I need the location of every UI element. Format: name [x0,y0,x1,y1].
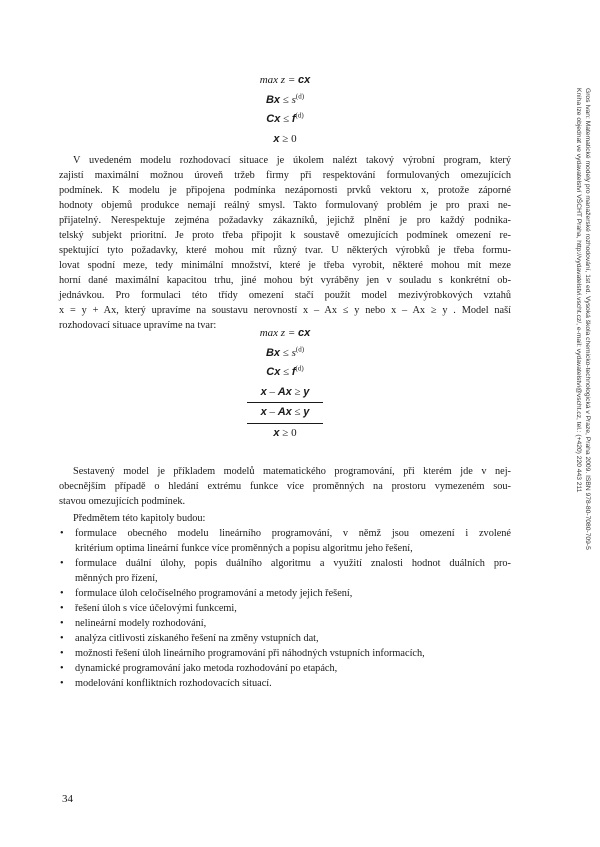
paragraph-line: stavou omezujících podmínek. [59,496,186,507]
paragraph-line: rozhodovací situace upravíme na tvar: [59,320,217,331]
list-item-line: modelování konfliktních rozhodovacích situací. [75,678,272,689]
paragraph-line: V uvedeném modelu rozhodovací situace je úkolem nalézt takový výrobní program, který [73,155,511,166]
formula-constraint-upper: x – Ax ≤ y [260,406,310,418]
list-item [59,616,511,631]
paragraph-model-summary [59,464,511,509]
list-item-line: formulace úloh celočíselného programování a metody jejich řešení, [75,588,353,599]
paragraph-line: lovat spodní meze, tedy minimální množství, které je třeba vyrobit, některé mohou mít meze [59,260,511,271]
paragraph-line: horní dané maximální kapacitou trhu, jiné mohou být vyráběny jen v souladu s konkrétní ob- [59,275,511,286]
order-info-line: Kniha lze objednat ve vydavatelství VŠCHT Praha, http://vydavatelstvi.vscht.cz/, e-mail: vydavatelstvi@vscht.cz, tel.: (+420) 220 443 211 [575,88,582,493]
paragraph-line: zajistí maximální možnou úroveň tržeb firmy při respektování formulovaných omezujících [59,170,511,181]
formula-constraint-b: $Bx \le s^{(d)}$ [265,344,305,359]
list-item-line: řešení úloh s více účelovými funkcemi, [75,603,237,614]
formula-block-1 [180,71,390,149]
list-item-line: nelineární modely rozhodování, [75,618,207,629]
list-item-line: možnosti řešení úloh lineárního programování při náhodných vstupních informacích, [75,648,425,659]
bullet-icon: • [60,528,64,539]
intro-line: Předmětem této kapitoly budou: [73,513,206,524]
chapter-topics-list [59,526,511,691]
bullet-icon: • [60,663,64,674]
paragraph-line: hodnoty objemů produkce nemají reálný smysl. Takto formulovaný problém je pro praxi ne- [59,200,511,211]
paragraph-line: přijatelný. Nerespektuje zejména požadavky zákazníků, jejichž plnění je pro každý podnika- [59,215,511,226]
formula-objective: max z = cx [259,327,311,339]
list-item-line: měnných pro řízení, [75,573,158,584]
list-item-line: kritérium optima lineární funkce více proměnných a popisu algoritmu jeho řešení, [75,543,413,554]
paragraph-line: x = y + Ax, který upravíme na soustavu nerovností x – Ax ≤ y nebo x – Ax ≥ y . Model naší [59,305,511,316]
formula-constraint-lower: x – Ax ≥ y [260,385,310,398]
paragraph-line: telský subjekt prioritní. Je proto třeba připojit k soustavě omezujících podmínek omezení re- [59,230,511,241]
formula-constraint-c: $Cx \le f^{(d)}$ [266,364,304,378]
list-item [59,526,511,556]
list-item [59,661,511,676]
paragraph-line: Sestavený model je příkladem modelů matematického programování, při kterém jde v nej- [73,466,511,477]
paragraph-line: jednávkou. Pro formulaci této třídy omezení stačí použít model mezivýrobkových vztahů [59,290,511,301]
bullet-icon: • [60,558,64,569]
paragraph-line: obecnějším případě o hledání extrému funkce více proměnných na prostoru vymezeném sou- [59,481,511,492]
list-item-line: formulace obecného modelu lineárního programování, v němž jsou omezení i zvolené [75,528,511,539]
page-number: 34 [62,793,73,805]
bullet-icon: • [60,603,64,614]
bullet-icon: • [60,618,64,629]
list-item-line: analýza citlivosti získaného řešení na změny vstupních dat, [75,633,319,644]
list-item [59,676,511,691]
bullet-icon: • [60,588,64,599]
list-item [59,646,511,661]
paragraph-line: podmínek. K modelu je připojena podmínka nezápornosti prvků vektoru x, protože záporné [59,185,511,196]
formula-nonnegativity: x ≥ 0 [273,132,297,145]
paragraph-chapter-intro [59,511,511,526]
list-item [59,586,511,601]
sidebar-citation [563,88,593,648]
formula-objective: max z = cx [259,74,311,86]
bullet-icon: • [60,633,64,644]
formula-constraint-b: $Bx \le s^{(d)}$ [265,91,305,106]
bullet-icon: • [60,648,64,659]
list-item-line: formulace duální úlohy, popis duálního algoritmu a využití znalosti hodnot duálních pro- [75,558,511,569]
formula-nonnegativity: x ≥ 0 [273,426,297,439]
list-item [59,631,511,646]
citation-line: Gros Ivan: Matematické modely pro manažerské rozhodování, 1st ed. Vysoká škola chemicko-technologická v Praze, Praha 2009. ISBN 978-80-7080-709-5 [584,88,591,550]
list-item [59,601,511,616]
formula-block-2 [180,324,390,443]
paragraph-model-description [59,153,511,333]
formula-constraint-c: $Cx \le f^{(d)}$ [266,111,304,125]
list-item [59,556,511,586]
list-item-line: dynamické programování jako metoda rozhodování po etapách, [75,663,338,674]
bullet-icon: • [60,678,64,689]
paragraph-line: spektující tyto požadavky, které mohou mít různý tvar. U některých výrobků je třeba formu- [59,245,511,256]
